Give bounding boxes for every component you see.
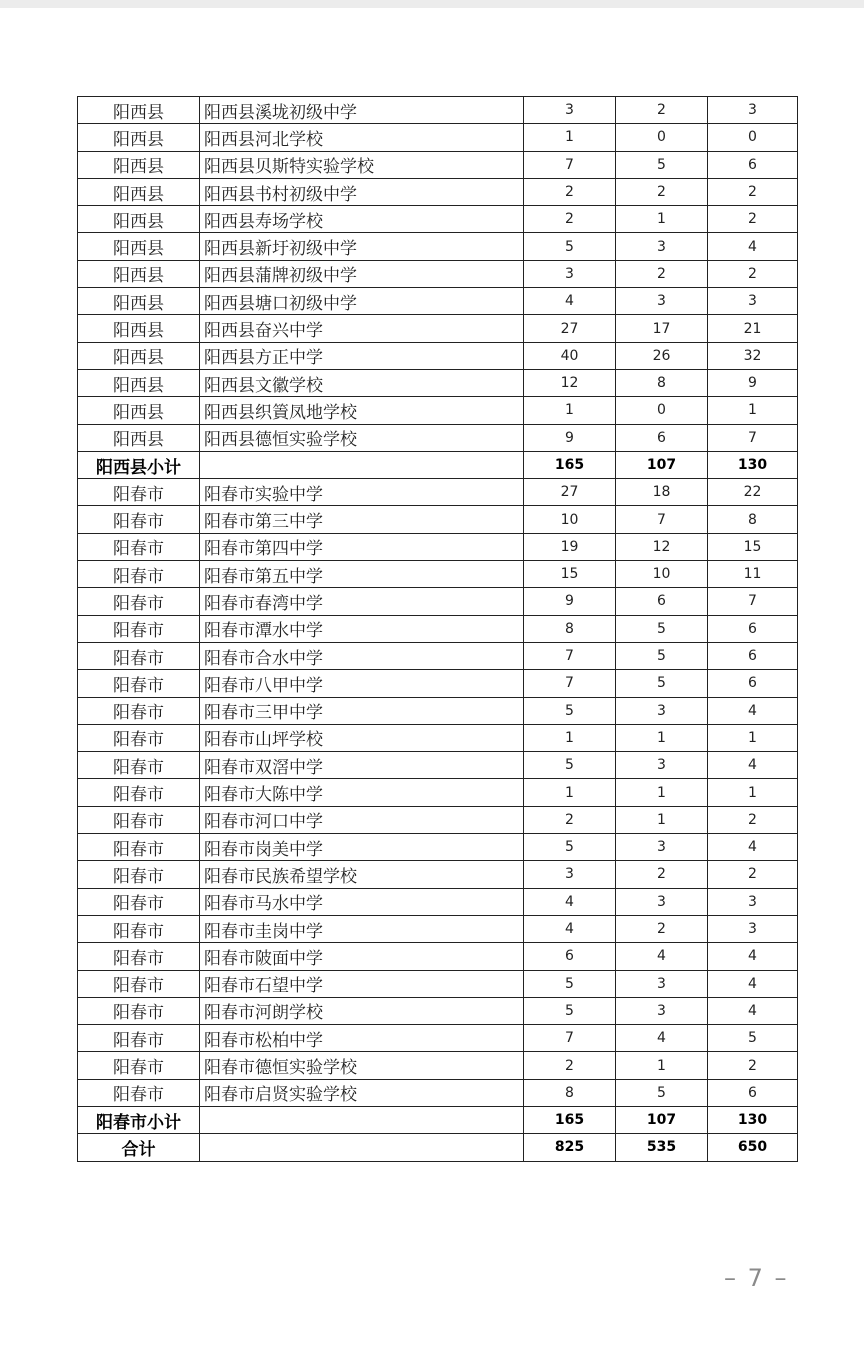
county-cell: 阳西县 — [78, 206, 200, 233]
value-cell-3: 2 — [708, 206, 798, 233]
table-row — [78, 861, 798, 888]
value-cell-3: 15 — [708, 533, 798, 560]
value-cell-2: 26 — [616, 342, 708, 369]
county-cell: 阳春市 — [78, 533, 200, 560]
county-cell: 阳春市 — [78, 943, 200, 970]
county-cell: 阳西县 — [78, 97, 200, 124]
table-row — [78, 260, 798, 287]
value-cell-2: 10 — [616, 561, 708, 588]
county-cell: 阳西县 — [78, 124, 200, 151]
school-cell — [200, 451, 524, 478]
table-row — [78, 806, 798, 833]
value-cell-2: 3 — [616, 888, 708, 915]
value-cell-1: 8 — [524, 615, 616, 642]
table-row — [78, 779, 798, 806]
school-cell: 阳西县方正中学 — [200, 342, 524, 369]
table-row — [78, 588, 798, 615]
value-cell-1: 2 — [524, 178, 616, 205]
value-cell-2: 0 — [616, 124, 708, 151]
value-cell-1: 1 — [524, 779, 616, 806]
county-cell: 阳春市 — [78, 670, 200, 697]
value-cell-3: 2 — [708, 260, 798, 287]
school-cell — [200, 1134, 524, 1161]
county-cell: 阳春市小计 — [78, 1106, 200, 1133]
school-cell: 阳西县寿场学校 — [200, 206, 524, 233]
table-body — [78, 97, 798, 1162]
top-strip — [0, 0, 864, 8]
value-cell-3: 1 — [708, 397, 798, 424]
county-cell: 阳春市 — [78, 697, 200, 724]
value-cell-3: 4 — [708, 752, 798, 779]
value-cell-1: 3 — [524, 260, 616, 287]
school-cell: 阳西县新圩初级中学 — [200, 233, 524, 260]
school-cell: 阳春市春湾中学 — [200, 588, 524, 615]
value-cell-2: 5 — [616, 615, 708, 642]
value-cell-2: 6 — [616, 588, 708, 615]
school-cell: 阳春市第五中学 — [200, 561, 524, 588]
value-cell-3: 6 — [708, 670, 798, 697]
value-cell-3: 4 — [708, 834, 798, 861]
table-row — [78, 124, 798, 151]
value-cell-3: 4 — [708, 970, 798, 997]
value-cell-2: 8 — [616, 369, 708, 396]
value-cell-1: 15 — [524, 561, 616, 588]
county-cell: 阳春市 — [78, 834, 200, 861]
value-cell-2: 2 — [616, 97, 708, 124]
value-cell-3: 8 — [708, 506, 798, 533]
value-cell-3: 130 — [708, 451, 798, 478]
table-row — [78, 315, 798, 342]
value-cell-2: 3 — [616, 752, 708, 779]
table-row — [78, 533, 798, 560]
value-cell-1: 165 — [524, 1106, 616, 1133]
table-row — [78, 997, 798, 1024]
school-cell: 阳西县溪垅初级中学 — [200, 97, 524, 124]
value-cell-1: 6 — [524, 943, 616, 970]
total-row — [78, 1134, 798, 1161]
quota-table-container — [77, 96, 798, 1162]
county-cell: 阳西县 — [78, 342, 200, 369]
county-cell: 阳春市 — [78, 997, 200, 1024]
value-cell-2: 2 — [616, 915, 708, 942]
table-row — [78, 615, 798, 642]
value-cell-2: 3 — [616, 288, 708, 315]
table-row — [78, 642, 798, 669]
school-cell: 阳春市启贤实验学校 — [200, 1079, 524, 1106]
county-cell: 阳春市 — [78, 561, 200, 588]
value-cell-2: 3 — [616, 970, 708, 997]
table-row — [78, 1052, 798, 1079]
county-cell: 阳春市 — [78, 1079, 200, 1106]
value-cell-1: 2 — [524, 206, 616, 233]
value-cell-2: 4 — [616, 943, 708, 970]
school-cell: 阳西县河北学校 — [200, 124, 524, 151]
school-cell: 阳西县德恒实验学校 — [200, 424, 524, 451]
county-cell: 阳春市 — [78, 806, 200, 833]
value-cell-2: 3 — [616, 997, 708, 1024]
subtotal-row — [78, 1106, 798, 1133]
county-cell: 阳春市 — [78, 915, 200, 942]
table-row — [78, 752, 798, 779]
value-cell-1: 5 — [524, 697, 616, 724]
county-cell: 阳春市 — [78, 970, 200, 997]
county-cell: 阳春市 — [78, 506, 200, 533]
value-cell-2: 1 — [616, 724, 708, 751]
value-cell-3: 4 — [708, 943, 798, 970]
school-cell: 阳春市三甲中学 — [200, 697, 524, 724]
value-cell-1: 1 — [524, 397, 616, 424]
value-cell-3: 650 — [708, 1134, 798, 1161]
value-cell-1: 7 — [524, 1025, 616, 1052]
value-cell-1: 4 — [524, 288, 616, 315]
county-cell: 阳春市 — [78, 888, 200, 915]
county-cell: 阳西县小计 — [78, 451, 200, 478]
value-cell-1: 8 — [524, 1079, 616, 1106]
school-cell: 阳西县奋兴中学 — [200, 315, 524, 342]
value-cell-1: 7 — [524, 642, 616, 669]
value-cell-2: 3 — [616, 697, 708, 724]
county-cell: 合计 — [78, 1134, 200, 1161]
school-cell: 阳春市山坪学校 — [200, 724, 524, 751]
value-cell-2: 3 — [616, 233, 708, 260]
value-cell-1: 2 — [524, 1052, 616, 1079]
school-cell: 阳春市石望中学 — [200, 970, 524, 997]
value-cell-1: 7 — [524, 151, 616, 178]
school-cell: 阳西县塘口初级中学 — [200, 288, 524, 315]
quota-table — [77, 96, 798, 1162]
school-cell: 阳春市民族希望学校 — [200, 861, 524, 888]
school-cell: 阳春市双滘中学 — [200, 752, 524, 779]
value-cell-1: 165 — [524, 451, 616, 478]
school-cell: 阳春市河口中学 — [200, 806, 524, 833]
value-cell-1: 1 — [524, 724, 616, 751]
value-cell-3: 3 — [708, 888, 798, 915]
school-cell: 阳春市合水中学 — [200, 642, 524, 669]
value-cell-2: 0 — [616, 397, 708, 424]
value-cell-3: 6 — [708, 151, 798, 178]
value-cell-1: 5 — [524, 233, 616, 260]
school-cell: 阳春市马水中学 — [200, 888, 524, 915]
table-row — [78, 943, 798, 970]
value-cell-2: 6 — [616, 424, 708, 451]
school-cell: 阳西县蒲牌初级中学 — [200, 260, 524, 287]
county-cell: 阳春市 — [78, 642, 200, 669]
value-cell-2: 107 — [616, 1106, 708, 1133]
value-cell-1: 5 — [524, 834, 616, 861]
value-cell-1: 3 — [524, 97, 616, 124]
subtotal-row — [78, 451, 798, 478]
value-cell-3: 1 — [708, 724, 798, 751]
table-row — [78, 151, 798, 178]
page-number: – 7 – — [724, 1264, 789, 1292]
county-cell: 阳春市 — [78, 752, 200, 779]
table-row — [78, 834, 798, 861]
county-cell: 阳春市 — [78, 861, 200, 888]
table-row — [78, 424, 798, 451]
value-cell-3: 5 — [708, 1025, 798, 1052]
value-cell-3: 0 — [708, 124, 798, 151]
county-cell: 阳西县 — [78, 288, 200, 315]
table-row — [78, 1079, 798, 1106]
table-row — [78, 506, 798, 533]
school-cell: 阳春市八甲中学 — [200, 670, 524, 697]
school-cell: 阳春市陂面中学 — [200, 943, 524, 970]
table-row — [78, 397, 798, 424]
value-cell-1: 9 — [524, 424, 616, 451]
value-cell-1: 5 — [524, 997, 616, 1024]
table-row — [78, 670, 798, 697]
value-cell-2: 3 — [616, 834, 708, 861]
value-cell-1: 7 — [524, 670, 616, 697]
value-cell-3: 6 — [708, 615, 798, 642]
school-cell: 阳春市第四中学 — [200, 533, 524, 560]
table-row — [78, 369, 798, 396]
value-cell-2: 1 — [616, 206, 708, 233]
value-cell-3: 2 — [708, 178, 798, 205]
value-cell-3: 6 — [708, 642, 798, 669]
school-cell: 阳西县贝斯特实验学校 — [200, 151, 524, 178]
value-cell-3: 4 — [708, 697, 798, 724]
school-cell: 阳西县织篢凤地学校 — [200, 397, 524, 424]
value-cell-1: 3 — [524, 861, 616, 888]
table-row — [78, 697, 798, 724]
value-cell-2: 1 — [616, 806, 708, 833]
table-row — [78, 888, 798, 915]
value-cell-3: 7 — [708, 424, 798, 451]
value-cell-2: 5 — [616, 151, 708, 178]
school-cell: 阳春市松柏中学 — [200, 1025, 524, 1052]
value-cell-3: 22 — [708, 479, 798, 506]
value-cell-1: 1 — [524, 124, 616, 151]
table-row — [78, 206, 798, 233]
school-cell: 阳春市圭岗中学 — [200, 915, 524, 942]
value-cell-2: 2 — [616, 260, 708, 287]
table-row — [78, 915, 798, 942]
county-cell: 阳春市 — [78, 724, 200, 751]
value-cell-2: 5 — [616, 642, 708, 669]
county-cell: 阳西县 — [78, 151, 200, 178]
table-row — [78, 288, 798, 315]
county-cell: 阳西县 — [78, 397, 200, 424]
value-cell-1: 40 — [524, 342, 616, 369]
county-cell: 阳春市 — [78, 615, 200, 642]
value-cell-3: 9 — [708, 369, 798, 396]
county-cell: 阳春市 — [78, 588, 200, 615]
value-cell-3: 2 — [708, 1052, 798, 1079]
county-cell: 阳西县 — [78, 424, 200, 451]
value-cell-3: 3 — [708, 97, 798, 124]
table-row — [78, 1025, 798, 1052]
county-cell: 阳春市 — [78, 1052, 200, 1079]
county-cell: 阳西县 — [78, 315, 200, 342]
value-cell-3: 130 — [708, 1106, 798, 1133]
value-cell-1: 4 — [524, 888, 616, 915]
school-cell: 阳春市第三中学 — [200, 506, 524, 533]
value-cell-1: 2 — [524, 806, 616, 833]
value-cell-3: 2 — [708, 806, 798, 833]
value-cell-2: 12 — [616, 533, 708, 560]
county-cell: 阳西县 — [78, 260, 200, 287]
value-cell-3: 1 — [708, 779, 798, 806]
table-row — [78, 97, 798, 124]
value-cell-3: 11 — [708, 561, 798, 588]
county-cell: 阳西县 — [78, 178, 200, 205]
county-cell: 阳春市 — [78, 779, 200, 806]
value-cell-1: 27 — [524, 315, 616, 342]
value-cell-1: 5 — [524, 970, 616, 997]
school-cell: 阳春市潭水中学 — [200, 615, 524, 642]
value-cell-2: 5 — [616, 1079, 708, 1106]
value-cell-1: 12 — [524, 369, 616, 396]
table-row — [78, 479, 798, 506]
value-cell-1: 5 — [524, 752, 616, 779]
county-cell: 阳春市 — [78, 479, 200, 506]
value-cell-3: 3 — [708, 915, 798, 942]
school-cell — [200, 1106, 524, 1133]
school-cell: 阳西县文徽学校 — [200, 369, 524, 396]
value-cell-2: 17 — [616, 315, 708, 342]
school-cell: 阳春市德恒实验学校 — [200, 1052, 524, 1079]
value-cell-3: 2 — [708, 861, 798, 888]
value-cell-1: 19 — [524, 533, 616, 560]
value-cell-3: 4 — [708, 233, 798, 260]
value-cell-1: 825 — [524, 1134, 616, 1161]
value-cell-1: 10 — [524, 506, 616, 533]
value-cell-2: 7 — [616, 506, 708, 533]
value-cell-2: 18 — [616, 479, 708, 506]
value-cell-3: 3 — [708, 288, 798, 315]
value-cell-3: 4 — [708, 997, 798, 1024]
table-row — [78, 342, 798, 369]
value-cell-2: 1 — [616, 779, 708, 806]
value-cell-1: 9 — [524, 588, 616, 615]
value-cell-2: 2 — [616, 178, 708, 205]
county-cell: 阳西县 — [78, 233, 200, 260]
school-cell: 阳春市河朗学校 — [200, 997, 524, 1024]
value-cell-2: 1 — [616, 1052, 708, 1079]
school-cell: 阳春市实验中学 — [200, 479, 524, 506]
value-cell-1: 4 — [524, 915, 616, 942]
value-cell-3: 7 — [708, 588, 798, 615]
table-row — [78, 178, 798, 205]
table-row — [78, 561, 798, 588]
value-cell-1: 27 — [524, 479, 616, 506]
school-cell: 阳西县书村初级中学 — [200, 178, 524, 205]
school-cell: 阳春市岗美中学 — [200, 834, 524, 861]
value-cell-2: 5 — [616, 670, 708, 697]
value-cell-2: 535 — [616, 1134, 708, 1161]
table-row — [78, 724, 798, 751]
school-cell: 阳春市大陈中学 — [200, 779, 524, 806]
value-cell-3: 6 — [708, 1079, 798, 1106]
table-row — [78, 970, 798, 997]
county-cell: 阳西县 — [78, 369, 200, 396]
value-cell-2: 107 — [616, 451, 708, 478]
value-cell-3: 21 — [708, 315, 798, 342]
value-cell-2: 4 — [616, 1025, 708, 1052]
value-cell-3: 32 — [708, 342, 798, 369]
value-cell-2: 2 — [616, 861, 708, 888]
table-row — [78, 233, 798, 260]
county-cell: 阳春市 — [78, 1025, 200, 1052]
